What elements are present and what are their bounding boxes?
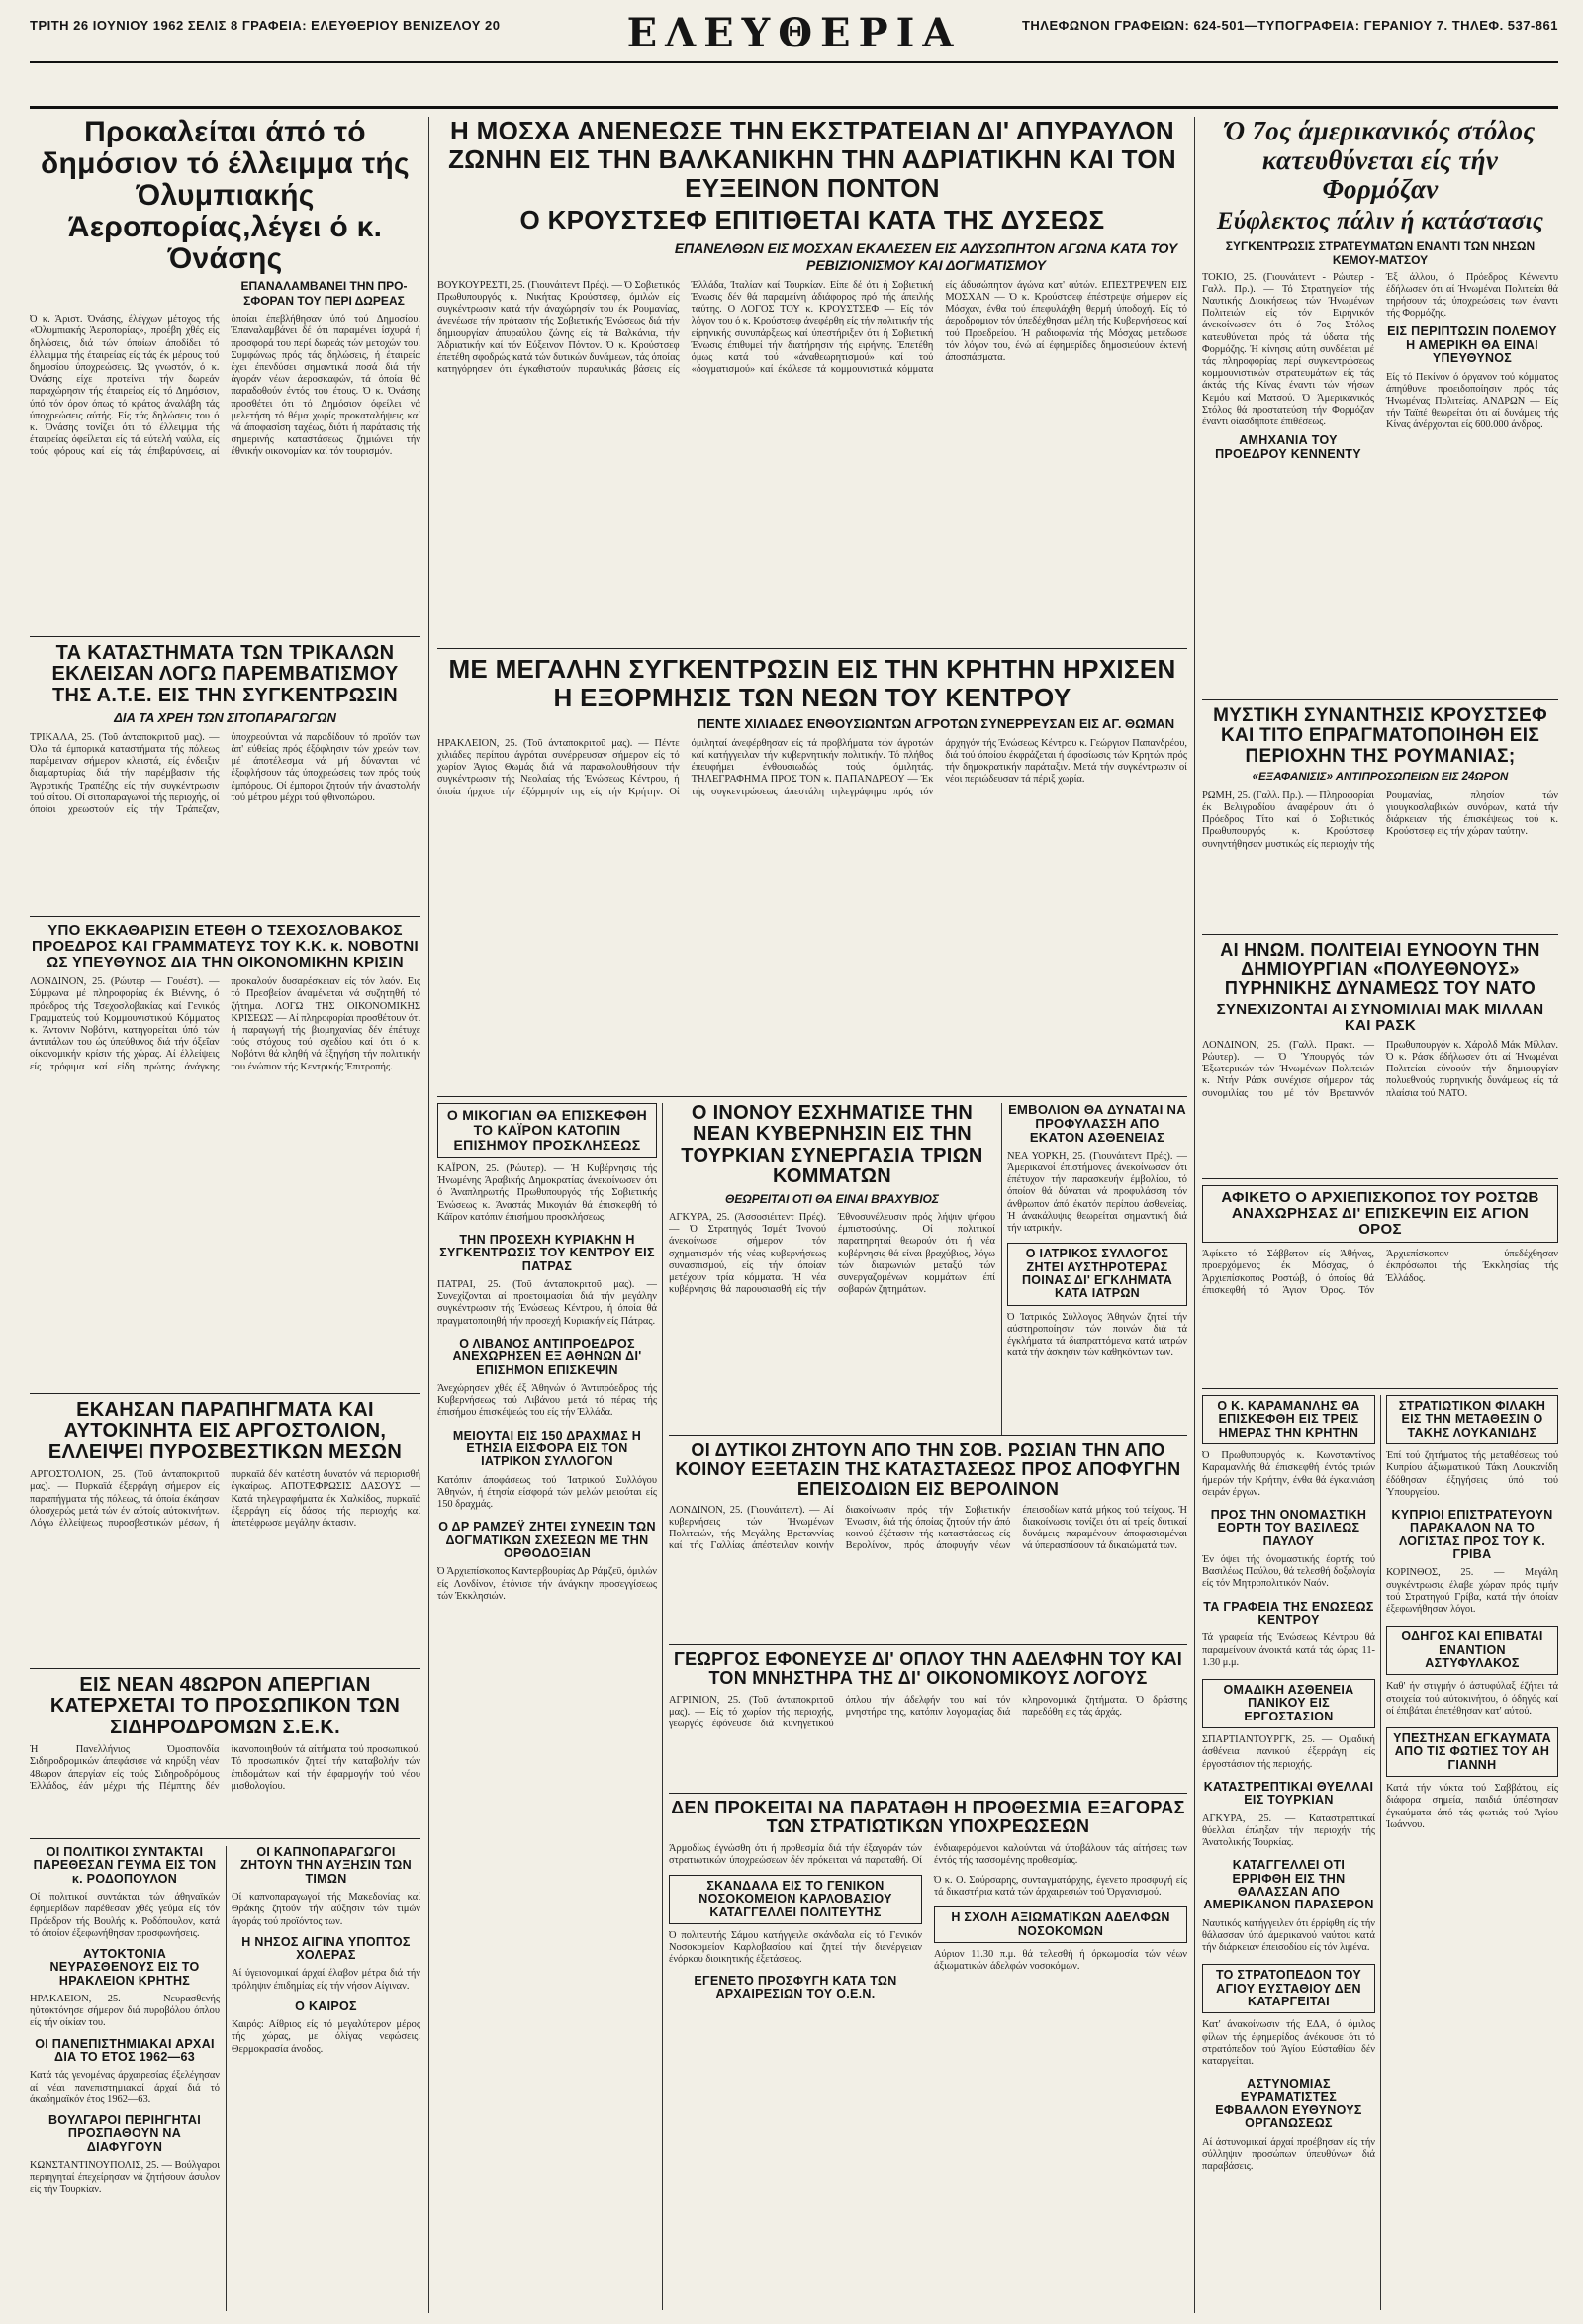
headline: ΠΡΟΣ ΤΗΝ ΟΝΟΜΑΣΤΙΚΗ ΕΟΡΤΗ ΤΟΥ ΒΑΣΙΛΕΩΣ ΠΑΥΛΟΥ	[1210, 1507, 1367, 1548]
article-body: Ή Πανελλήνιος Όμοσπονδία Σιδηροδρομικών άπεφάσισε νά κηρύξη νέαν 48ωρον άπεργίαν είς τούς Σιδηροδρόμους Έλλάδος, έάν μέχρι τής Πέμπτης δέν ίκανοποιηθούν τά αίτήματα τού προσωπικού. Τό προσωπικόν ζητεί τήν καταβολήν τών έπιδομάτων καί τήν έφαρμογήν τού νέου μισθολογίου.	[30, 1744, 420, 1792]
headline: ΥΠΕΣΤΗΣΑΝ ΕΓΚΑΥΜΑΤΑ ΑΠΟ ΤΙΣ ΦΩΤΙΕΣ ΤΟΥ ΑΗ ΓΙΑΝΝΗ	[1393, 1730, 1551, 1772]
article-body: ΝΕΑ ΥΟΡΚΗ, 25. (Γιουνάιτεντ Πρές). — Άμερικανοί έπιστήμονες άνεκοίνωσαν ότι έπέτυχον τήν παρασκευήν έμβολίου, τό όποίον θά δύναται νά προφυλάσση τόν άνθρωπον άπό έκατόν περίπου άσθενείας. Ή άνακάλυψις θεωρείται σημαντική διά τήν ιατρικήν.	[1007, 1150, 1187, 1234]
briefs	[669, 1875, 1187, 2000]
masthead-rule	[30, 61, 1558, 63]
box-loukanidis	[1386, 1395, 1558, 1444]
article-body: Άνεχώρησεν χθές έξ Άθηνών ό Άντιπρόεδρος τής Κυβερνήσεως τού Λιβάνου μετά τό πέρας τής έπισήμου έπισκέψεώς του είς τήν Έλλάδα.	[437, 1382, 657, 1419]
brief-body: ΚΩΝΣΤΑΝΤΙΝΟΥΠΟΛΙΣ, 25. — Βούλγαροι περιηγηταί έπεχείρησαν νά ζητήσουν άσυλον είς τήν Τουρκίαν.	[30, 2160, 220, 2195]
headline: Ο ΜΙΚΟΓΙΑΝ ΘΑ ΕΠΙΣΚΕΦΘΗ ΤΟ ΚΑΪΡΟΝ ΚΑΤΟΠΙΝ ΕΠΙΣΗΜΟΥ ΠΡΟΣΚΛΗΣΕΩΣ	[446, 1107, 648, 1153]
article-nato	[1202, 941, 1558, 1173]
briefs-right	[232, 1846, 420, 2311]
article-body: ΗΡΑΚΛΕΙΟΝ, 25. (Τοῦ άνταποκριτοῦ μας). — Πέντε χιλιάδες περίπου άγρόται συνέρρευσαν σήμερον είς τό χωρίον Άγιος Θωμάς διά νά παρακολουθήσουν τήν συγκέντρωσιν τής Νεολαίας τής Ένώσεως Κέντρου, ή όποία ήρχισε τήν έξόρμησίν της είς τήν Κρήτην. Οί όμιληταί άνεφέρθησαν είς τά προβλήματα τών άγροτών καί κατήγγειλαν τήν κυβερνητικήν πολιτικήν. Τό πλήθος έπευφήμει ένθουσιωδώς τούς όμιλητάς. ΤΗΛΕΓΡΑΦΗΜΑ ΠΡΟΣ ΤΟΝ κ. ΠΑΠΑΝΔΡΕΟΥ — Έκ τής συγκεντρώσεως άπεστάλη τηλεγράφημα πρός τόν άρχηγόν τής Ένώσεως Κέντρου κ. Γεώργιον Παπανδρέου, διά τού όποίου έκφράζεται ή άφοσίωσις τών Κρητών πρός τήν δημοκρατικήν παράταξιν. Μετά τήν συγκέντρωσιν οί νέοι περιώδευσαν τά πέριξ χωρία.	[437, 737, 1187, 797]
article-strike	[30, 1675, 420, 1833]
subheadline: ΕΠΑΝΑΛΑΜΒΑΝΕΙ ΤΗΝ ΠΡΟ-ΣΦΟΡΑΝ ΤΟΥ ΠΕΡΙ ΔΩΡΕΑΣ	[240, 279, 408, 308]
divider	[30, 1668, 420, 1669]
box-nurses	[934, 1906, 1187, 1943]
article-lead-moscow	[437, 117, 1187, 641]
brief-body: Αί ύγειονομικαί άρχαί έλαβον μέτρα διά τήν πρόληψιν έπιδημίας είς τήν νήσον Αίγιναν.	[232, 1968, 420, 1992]
article-novotny	[30, 923, 420, 1388]
brief-headline: ΣΚΑΝΔΑΛΑ ΕΙΣ ΤΟ ΓΕΝΙΚΟΝ ΝΟΣΟΚΟΜΕΙΟΝ ΚΑΡΛΟΒΑΣΙΟΥ ΚΑΤΑΓΓΕΛΛΕΙ ΠΟΛΙΤΕΥΤΗΣ	[698, 1878, 892, 1919]
article-body: ΚΑΪΡΟΝ, 25. (Ρώυτερ). — Ή Κυβέρνησις τής Ήνωμένης Άραβικής Δημοκρατίας άνεκοίνωσεν ότι ό Άναπληρωτής Πρωθυπουργός τής Σοβιετικής Ένώσεως κ. Άναστάς Μικογιάν θά έπισκεφθή τό Κάϊρον κατόπιν έπισήμου προσκλήσεως.	[437, 1162, 657, 1223]
divider	[30, 1393, 420, 1394]
divider	[669, 1644, 1187, 1645]
article-body: Ό κ. Άριστ. Όνάσης, έλέγχων μέτοχος τής «Όλυμπιακής Άεροπορίας», προέβη χθές είς δηλώσεις, διά τών όποίων άποδίδει τό έλλειμμα τής έταιρείας είς τάς έκ μέρους τού δημοσίου ύποχρεώσεις. Ώς γνωστόν, ό κ. Όνάσης είχε προτείνει τήν δωρεάν παραχώρησιν τής έταιρείας είς τό Δημόσιον, ύπό τόν όρον όπως τό κράτος άναλάβη τάς ύποχρεώσεις αύτής. Είς τάς δηλώσεις του ό κ. Όνάσης τονίζει ότι τό έλλειμμα τής έταιρείας όφείλεται είς τά εύτελή ναύλα, είς τούς φόρους καί είς τάς έπιβαρύνσεις, αί όποίαι έπεβλήθησαν ύπό τού Δημοσίου. Έπαναλαμβάνει δέ ότι παραμένει ίσχυρά ή προσφορά του περί δωρεάς τών μετοχών του. Συμφώνως πρός τάς δηλώσεις, ή έταιρεία έχει έπενδύσει σημαντικά ποσά διά τήν άγοράν νέων άεροσκαφών, τά όποία θά παραδοθούν έντός τού έτους. Ό κ. Όνάσης προσθέτει ότι τό Δημόσιον όφείλει νά μελετήση τό θέμα χωρίς προκαταλήψεις καί νά άποφασίση ταχέως, διότι ή παράτασις τής σημερινής καταστάσεως ζημιώνει τήν έθνικήν οικονομίαν καί τόν τουρισμόν.	[30, 314, 420, 458]
headline: ΟΙ ΔΥΤΙΚΟΙ ΖΗΤΟΥΝ ΑΠΟ ΤΗΝ ΣΟΒ. ΡΩΣΙΑΝ ΤΗΝ ΑΠΟ ΚΟΙΝΟΥ ΕΞΕΤΑΣΙΝ ΤΗΣ ΚΑΤΑΣΤΑΣΕΩΣ ΠΡΟΣ ΑΠΟΦΥΓΗΝ ΕΠΕΙΣΟΔΙΩΝ ΕΙΣ ΒΕΡΟΛΙΝΟΝ	[675, 1441, 1181, 1499]
headline: ΕΙΣ ΝΕΑΝ 48ΩΡΟΝ ΑΠΕΡΓΙΑΝ ΚΑΤΕΡΧΕΤΑΙ ΤΟ ΠΡΟΣΩΠΙΚΟΝ ΤΩΝ ΣΙΔΗΡΟΔΡΟΜΩΝ Σ.Ε.Κ.	[49, 1675, 401, 1738]
deck: ΘΕΩΡΕΙΤΑΙ ΟΤΙ ΘΑ ΕΙΝΑΙ ΒΡΑΧΥΒΙΟΣ	[725, 1191, 939, 1206]
article-body: ΡΩΜΗ, 25. (Γαλλ. Πρ.). — Πληροφορίαι έκ Βελιγραδίου άναφέρουν ότι ό Πρόεδρος Τίτο καί ό Σοβιετικός Πρωθυπουργός κ. Κρούστσεφ συνηντήθησαν μυστικώς είς περιοχήν τής Ρουμανίας, πλησίον τών γιουγκοσλαβικών συνόρων, κατά τήν διάρκειαν τής έπισκέψεως τού κ. Κρούστσεφ είς τήν χώραν ταύτην.	[1202, 790, 1558, 850]
headline: ΣΤΡΑΤΙΩΤΙΚΟΝ ΦΙΛΑΚΗ ΕΙΣ ΤΗΝ ΜΕΤΑΘΕΣΙΝ Ο ΤΑΚΗΣ ΛΟΥΚΑΝΙΔΗΣ	[1398, 1399, 1546, 1440]
brief-headline: Η ΝΗΣΟΣ ΑΙΓΙΝΑ ΥΠΟΠΤΟΣ ΧΟΛΕΡΑΣ	[241, 1934, 411, 1963]
box-driver	[1386, 1626, 1558, 1675]
headline: ΑΣΤΥΝΟΜΙΑΣ ΕΥΡΑΜΑΤΙΣΤΕΣ ΕΦΒΑΛΛΟΝ ΕΥΘΥΝΟΥΣ ΟΡΓΑΝΩΣΕΩΣ	[1215, 2077, 1362, 2131]
article-body: ΒΟΥΚΟΥΡΕΣΤΙ, 25. (Γιουνάιτεντ Πρές). — Ό Σοβιετικός Πρωθυπουργός κ. Νικήτας Κρούστσεφ, όμιλών είς συγκέντρωσιν κατά τήν άναχώρησίν του έκ Ρουμανίας, άνενέωσε τήν πρότασιν τής Σοβιετικής Ένώσεως διά τήν δημιουργίαν άπυραύλου ζώνης είς τά Βαλκάνια, τήν Άδριατικήν καί τόν Εύξεινον Πόντον. Ό κ. Κρούστσεφ έπετέθη σφοδρώς κατά τών δυτικών δυνάμεων, τάς όποίας κατηγόρησεν ότι έγκαθιστούν πυραυλικάς βάσεις είς Έλλάδα, Ίταλίαν καί Τουρκίαν. Είπε δέ ότι ή Σοβιετική Ένωσις δέν θά παραμείνη άδιάφορος πρό τής άπειλής ταύτης. Ο ΛΟΓΟΣ ΤΟΥ κ. ΚΡΟΥΣΤΣΕΦ — Είς τόν λόγον του ό κ. Κρούστσεφ άνεφέρθη είς τήν πολιτικήν τής είρηνικής συνυπάρξεως καί ύπεστήριξεν ότι ή Σοβιετική Ένωσις έπιθυμεί τήν διατήρησιν τής ειρήνης. Έπετέθη όμως κατά τού «άναθεωρητισμού» καί τού «δογματισμού» καί έκάλεσε τά κομμουνιστικά κόμματα είς άδυσώπητον άγώνα κατ' αύτών. ΕΠΕΣΤΡΕΨΕΝ ΕΙΣ ΜΟΣΧΑΝ — Ό κ. Κρούστσεφ έπέστρεψε σήμερον είς Μόσχαν, ένθα τού έπεφυλάχθη θερμή ύποδοχή. Είς τό άεροδρόμιον τόν ύπεδέχθησαν μέλη τής Κυβερνήσεως καί τού Προεδρείου. Ή ραδιοφωνία τής Μόσχας μετέδωσε τόν λόγον του, ένώ αί έφημερίδες δημοσιεύουν έκτενή άποσπάσματα.	[437, 279, 1187, 376]
brief-headline: ΒΟΥΛΓΑΡΟΙ ΠΕΡΙΗΓΗΤΑΙ ΠΡΟΣΠΑΘΟΥΝ ΝΑ ΔΙΑΦΥΓΟΥΝ	[47, 2113, 202, 2154]
column-rule	[1380, 1395, 1381, 2310]
article-body: Είς τό Πεκίνον ό όργανον τού κόμματος άπηύθυνε προειδοποίησιν πρός τάς Ήνωμένας Πολιτείας. ΑΝΔΡΩΝ — Είς τήν Ταϊπέ θεωρείται ότι αί δυνάμεις τής Κίνας άνέρχονται είς 600.000 άνδρας.	[1386, 371, 1558, 431]
box-panic	[1202, 1679, 1375, 1728]
headline: ΚΑΤΑΓΓΕΛΛΕΙ ΟΤΙ ΕΡΡΙΦΘΗ ΕΙΣ ΤΗΝ ΘΑΛΑΣΣΑΝ ΑΠΟ ΑΜΕΡΙΚΑΝΟΝ ΠΑΡΑΣΕΡΟΝ	[1203, 1858, 1374, 1912]
article-body: Έπί τού ζητήματος τής μεταθέσεως τού Κυπρίου άξιωματικού Τάκη Λουκανίδη έδόθησαν έξηγήσεις ύπό τού Ύπουργείου.	[1386, 1450, 1558, 1498]
divider	[1202, 1388, 1558, 1389]
article-body: Αί άστυνομικαί άρχαί προέβησαν είς τήν σύλληψιν προσώπων ύπευθύνων διά παραβάσεις.	[1202, 2136, 1375, 2173]
article-body: ΛΟΝΔΙΝΟΝ, 25. (Ρώυτερ — Γουέστ). — Σύμφωνα μέ πληροφορίας έκ Βιέννης, ό πρόεδρος τής Τσεχοσλοβακίας καί Γενικός Γραμματεύς τού Κομμουνιστικού Κόμματος κ. Άντονιν Νοβότνι, κατηγορείται ύπό τών άντιπάλων του ώς ύπεύθυνος διά τήν όξεΐαν οίκονομικήν κρίσιν τής χώρας. Αί έλλείψεις είς τρόφιμα καί είδη πρώτης άνάγκης προκαλούν δυσαρέσκειαν είς τόν λαόν. Εις τό Πρεσβείον άναμένεται νά συζητηθή τό ζήτημα. ΛΟΓΩ ΤΗΣ ΟΙΚΟΝΟΜΙΚΗΣ ΚΡΙΣΕΩΣ — Αί πληροφορίαι προσθέτουν ότι ή παραγωγή τής βιομηχανίας δέν έπέτυχε τούς στόχους τού σχεδίου καί ότι ό κ. Νοβότνι θά κληθή νά έξηγήση τήν πολιτικήν του ένώπιον τής Κεντρικής Έπιτροπής.	[30, 976, 420, 1072]
headline: ΚΑΤΑΣΤΡΕΠΤΙΚΑΙ ΘΥΕΛΛΑΙ ΕΙΣ ΤΟΥΡΚΙΑΝ	[1203, 1779, 1374, 1808]
article-body: Ό Άρχιεπίσκοπος Καντερβουρίας Δρ Ράμζεϋ, όμιλών είς Λονδίνον, έτόνισε τήν άνάγκην προσεγγίσεως τών Έκκλησιών.	[437, 1566, 657, 1602]
column-rule	[428, 117, 429, 2313]
box-rostov	[1202, 1185, 1558, 1243]
brief-headline: Η ΣΧΟΛΗ ΑΞΙΩΜΑΤΙΚΩΝ ΑΔΕΛΦΩΝ ΝΟΣΟΚΟΜΩΝ	[951, 1910, 1170, 1938]
divider	[30, 636, 420, 637]
article-secret-meeting	[1202, 706, 1558, 929]
article-body: ΑΓΚΥΡΑ, 25. (Άσσοσιέιτεντ Πρές). — Ό Στρατηγός Ίσμέτ Ίνονού άνεκοίνωσε σήμερον τόν σχηματισμόν τής νέας κυβερνήσεως συνασπισμού, είς τήν όποίαν μετέχουν τρία κόμματα. Ή νέα κυβέρνησις θά παρουσιασθή είς τήν Έθνοσυνέλευσιν πρός λήψιν ψήφου έμπιστοσύνης. Οί πολιτικοί παρατηρηταί θεωρούν ότι ή νέα κυβέρνησις θά είναι βραχύβιος, λόγω τών διαφωνιών μεταξύ τών συνεργαζομένων κομμάτων έπί σοβαρών ζητημάτων.	[669, 1211, 995, 1296]
box-mikoyan	[437, 1103, 657, 1158]
lead-deck: ΕΠΑΝΕΛΘΩΝ ΕΙΣ ΜΟΣΧΑΝ ΕΚΑΛΕΣΕΝ ΕΙΣ ΑΔΥΣΩΠΗΤΟΝ ΑΓΩΝΑ ΚΑΤΑ ΤΟΥ ΡΕΒΙΖΙΟΝΙΣΜΟΥ ΚΑΙ ΔΟΓΜΑΤΙΣΜΟΥ	[674, 240, 1178, 273]
article-sister	[669, 1650, 1187, 1789]
article-onassis	[30, 117, 420, 631]
column-1	[30, 117, 420, 2313]
headline: ΕΜΒΟΛΙΟΝ ΘΑ ΔΥΝΑΤΑΙ ΝΑ ΠΡΟΦΥΛΑΣΣΗ ΑΠΟ ΕΚΑΤΟΝ ΑΣΘΕΝΕΙΑΣ	[1008, 1103, 1186, 1145]
column-6-lower	[1386, 1395, 1558, 2310]
deck: «ΕΞΑΦΑΝΙΣΙΣ» ΑΝΤΙΠΡΟΣΩΠΕΙΩΝ ΕΙΣ 24ΩΡΟΝ	[1252, 770, 1509, 783]
masthead	[30, 12, 1558, 109]
fleet-body	[1202, 272, 1558, 461]
column-4-lower	[1007, 1103, 1187, 1430]
headline: Ο ΔΡ ΡΑΜΖΕΫ ΖΗΤΕΙ ΣΥΝΕΣΙΝ ΤΩΝ ΔΟΓΜΑΤΙΚΩΝ ΣΧΕΣΕΩΝ ΜΕ ΤΗΝ ΟΡΘΟΔΟΞΙΑΝ	[438, 1520, 656, 1561]
headline: Ό 7ος άμερικανικός στόλος κατευθύνεται είς τήν Φορμόζαν	[1225, 117, 1536, 205]
headline: ΤΑ ΓΡΑΦΕΙΑ ΤΗΣ ΕΝΩΣΕΩΣ ΚΕΝΤΡΟΥ	[1203, 1599, 1374, 1627]
brief-headline: ΟΙ ΚΑΠΝΟΠΑΡΑΓΩΓΟΙ ΖΗΤΟΥΝ ΤΗΝ ΑΥΞΗΣΙΝ ΤΩΝ ΤΙΜΩΝ	[240, 1846, 412, 1886]
article-body: ΠΑΤΡΑΙ, 25. (Τοῦ άνταποκριτοῦ μας). — Συνεχίζονται αί προετοιμασίαι διά τήν μεγάλην συγκέντρωσιν τής Ένώσεως Κέντρου, ή όποία θά πραγματοποιηθή τήν προσεχή Κυριακήν είς Πάτρας.	[437, 1279, 657, 1327]
article-rostov	[1202, 1185, 1558, 1383]
headline-2: Εύφλεκτος πάλιν ή κατάστασις	[1216, 208, 1544, 235]
brief-body: Ό πολιτευτής Σάμου κατήγγειλε σκάνδαλα είς τό Γενικόν Νοσοκομείον Καρλοβασίου καί ζητεί τήν διενέργειαν ένόρκου διοικητικής έξετάσεως.	[669, 1930, 922, 1966]
headline: Ο ΙΑΤΡΙΚΟΣ ΣΥΛΛΟΓΟΣ ΖΗΤΕΙ ΑΥΣΤΗΡΟΤΕΡΑΣ ΠΟΙΝΑΣ ΔΙ' ΕΓΚΛΗΜΑΤΑ ΚΑΤΑ ΙΑΤΡΩΝ	[1021, 1247, 1173, 1301]
article-fleet	[1202, 117, 1558, 532]
divider	[1202, 699, 1558, 700]
headline: ΑΦΙΚΕΤΟ Ο ΑΡΧΙΕΠΙΣΚΟΠΟΣ ΤΟΥ ΡΟΣΤΩΒ ΑΝΑΧΩΡΗΣΑΣ ΔΙ' ΕΠΙΣΚΕΨΙΝ ΕΙΣ ΑΓΙΟΝ ΟΡΟΣ	[1221, 1189, 1539, 1239]
divider	[437, 1096, 1187, 1097]
article-crete	[437, 655, 1187, 1090]
headline: ΜΕ ΜΕΓΑΛΗΝ ΣΥΓΚΕΝΤΡΩΣΙΝ ΕΙΣ ΤΗΝ ΚΡΗΤΗΝ ΗΡΧΙΣΕΝ Η ΕΞΟΡΜΗΣΙΣ ΤΩΝ ΝΕΩΝ ΤΟΥ ΚΕΝΤΡΟΥ	[448, 655, 1176, 713]
headline: Προκαλείται άπό τό δημόσιον τό έλλειμμα τής Όλυμπιακής Άεροπορίας,λέγει ό κ. Όνάσης	[41, 117, 410, 276]
headline: ΑΙ ΗΝΩΜ. ΠΟΛΙΤΕΙΑΙ ΕΥΝΟΟΥΝ ΤΗΝ ΔΗΜΙΟΥΡΓΙΑΝ «ΠΟΛΥΕΘΝΟΥΣ» ΠΥΡΗΝΙΚΗΣ ΔΥΝΑΜΕΩΣ ΤΟΥ ΝΑΤΟ	[1220, 941, 1540, 998]
article-body: Κατά τήν νύκτα τού Σαββάτου, είς διάφορα σημεία, παιδιά ύπέστησαν έγκαύματα άπό τάς φωτιάς τού Άγίου Ίωάννου.	[1386, 1783, 1558, 1830]
article-body: ΛΟΝΔΙΝΟΝ, 25. (Γαλλ. Πρακτ. — Ρώυτερ). — Ό Ύπουργός τών Έξωτερικών τών Ήνωμένων Πολιτειών κ. Ντήν Ράσκ συνέχισε σήμερον τάς συνομιλίας του μέ τόν Βρεταννόν Πρωθυπουργόν κ. Χάρολδ Μάκ Μίλλαν. Ό κ. Ράσκ έδήλωσεν ότι αί Ήνωμέναι Πολιτείαι εύνοούν τήν δημιουργίαν πολυεθνούς πυρηνικής δυνάμεως είς τά πλαίσια τού ΝΑΤΟ.	[1202, 1039, 1558, 1099]
headline: ΟΜΑΔΙΚΗ ΑΣΘΕΝΕΙΑ ΠΑΝΙΚΟΥ ΕΙΣ ΕΡΓΟΣΤΑΣΙΟΝ	[1223, 1683, 1354, 1723]
headline: Ο ΛΙΒΑΝΟΣ ΑΝΤΙΠΡΟΕΔΡΟΣ ΑΝΕΧΩΡΗΣΕΝ ΕΞ ΑΘΗΝΩΝ ΔΙ' ΕΠΙΣΗΜΟΝ ΕΠΙΣΚΕΨΙΝ	[452, 1336, 642, 1377]
headline: ΤΗΝ ΠΡΟΣΕΧΗ ΚΥΡΙΑΚΗΝ Η ΣΥΓΚΕΝΤΡΩΣΙΣ ΤΟΥ ΚΕΝΤΡΟΥ ΕΙΣ ΠΑΤΡΑΣ	[439, 1232, 655, 1273]
headline: ΟΔΗΓΟΣ ΚΑΙ ΕΠΙΒΑΤΑΙ ΕΝΑΝΤΙΟΝ ΑΣΤΥΦΥΛΑΚΟΣ	[1401, 1629, 1543, 1670]
deck: ΠΕΝΤΕ ΧΙΛΙΑΔΕΣ ΕΝΘΟΥΣΙΩΝΤΩΝ ΑΓΡΟΤΩΝ ΣΥΝΕΡΡΕΥΣΑΝ ΕΙΣ ΑΓ. ΘΩΜΑΝ	[697, 716, 1175, 732]
article-reserve	[669, 1799, 1187, 2313]
briefs-left	[30, 1846, 220, 2311]
brief-body: Αύριον 11.30 π.μ. θά τελεσθή ή όρκωμοσία τών νέων άξιωματικών άδελφών νοσοκόμων.	[934, 1949, 1187, 1973]
article-body: ΑΓΡΙΝΙΟΝ, 25. (Τοῦ άνταποκριτοῦ μας). — Είς τό χωρίον τής περιοχής, γεωργός έφόνευσε διά κυνηγετικού όπλου τήν άδελφήν του καί τόν μνηστήρα της, κατόπιν λογομαχίας διά κληρονομικά ζητήματα. Ό δράστης παρεδόθη είς τάς άρχάς.	[669, 1694, 1187, 1729]
subheadline: ΕΙΣ ΠΕΡΙΠΤΩΣΙΝ ΠΟΛΕΜΟΥ Η ΑΜΕΡΙΚΗ ΘΑ ΕΙΝΑΙ ΥΠΕΥΘΥΝΟΣ	[1387, 325, 1557, 366]
divider	[1202, 934, 1558, 935]
headline: ΜΥΣΤΙΚΗ ΣΥΝΑΝΤΗΣΙΣ ΚΡΟΥΣΤΣΕΦ ΚΑΙ ΤΙΤΟ ΕΠΡΑΓΜΑΤΟΠΟΙΗΘΗ ΕΙΣ ΠΕΡΙΟΧΗΝ ΤΗΣ ΡΟΥΜΑΝΙΑΣ;	[1213, 706, 1547, 767]
article-berlin	[669, 1441, 1187, 1639]
article-body: ΣΠΑΡΤΙΑΝΤΟΥΡΓΚ, 25. — Ομαδική άσθένεια πανικού έξερράγη είς έργοστάσιον τής περιοχής.	[1202, 1734, 1375, 1770]
article-body: ΑΓΚΥΡΑ, 25. — Καταστρεπτικαί θύελλαι έπληξαν τήν περιοχήν τής Άνατολικής Τουρκίας.	[1202, 1813, 1375, 1848]
box-camp	[1202, 1964, 1375, 2013]
brief-body: Ό κ. Ο. Σούρσαρης, συνταγματάρχης, έγενετο προσφυγή είς τά δικαστήρια κατά τών άρχαιρεσιών τού Όργανισμού.	[934, 1874, 1187, 1899]
headline: Ο ΙΝΟΝΟΥ ΕΣΧΗΜΑΤΙΣΕ ΤΗΝ ΝΕΑΝ ΚΥΒΕΡΝΗΣΙΝ ΕΙΣ ΤΗΝ ΤΟΥΡΚΙΑΝ ΣΥΝΕΡΓΑΣΙΑ ΤΡΙΩΝ ΚΟΜΜΑΤΩΝ	[681, 1103, 983, 1188]
article-body: Καθ' ήν στιγμήν ό άστυφύλαξ έζήτει τά στοιχεία τού αύτοκινήτου, ό όδηγός καί οί έπιβάται έπετέθησαν κατ' αύτού.	[1386, 1681, 1558, 1717]
brief-headline: ΟΙ ΠΑΝΕΠΙΣΤΗΜΙΑΚΑΙ ΑΡΧΑΙ ΔΙΑ ΤΟ ΕΤΟΣ 1962—63	[35, 2036, 215, 2065]
brief-body: Καιρός: Αίθριος είς τό μεγαλύτερον μέρος τής χώρας, με όλίγας νεφώσεις. Θερμοκρασία άνοδος.	[232, 2019, 420, 2055]
divider	[669, 1435, 1187, 1436]
brief-body: Οί καπνοπαραγωγοί τής Μακεδονίας καί Θράκης ζητούν τήν αύξησιν τών τιμών άγοράς τού προϊόντος των.	[232, 1892, 420, 1927]
deck: ΣΥΝΕΧΙΖΟΝΤΑΙ ΑΙ ΣΥΝΟΜΙΛΙΑΙ ΜΑΚ ΜΙΛΛΑΝ ΚΑΙ ΡΑΣΚ	[1216, 1000, 1544, 1034]
article-body: Ναυτικός κατήγγειλεν ότι έρρίφθη είς τήν θάλασσαν ύπό άμερικανού ναύτου κατά τήν διάρκειαν έπεισοδίου είς τόν λιμένα.	[1202, 1917, 1375, 1954]
newspaper-title: ΕΛΕΥΘΕΡΙΑ	[626, 10, 962, 56]
headline: ΚΥΠΡΙΟΙ ΕΠΙΣΤΡΑΤΕΥΟΥΝ ΠΑΡΑΚΑΛΟΝ ΝΑ ΤΟ ΛΟΓΙΣΤΑΣ ΠΡΟΣ ΤΟΥ Κ. ΓΡΙΒΑ	[1391, 1507, 1553, 1562]
headline: ΔΕΝ ΠΡΟΚΕΙΤΑΙ ΝΑ ΠΑΡΑΤΑΘΗ Η ΠΡΟΘΕΣΜΙΑ ΕΞΑΓΟΡΑΣ ΤΩΝ ΣΤΡΑΤΙΩΤΙΚΩΝ ΥΠΟΧΡΕΩΣΕΩΝ	[671, 1799, 1185, 1837]
divider	[437, 648, 1187, 649]
masthead-dateline: ΤΡΙΤΗ 26 ΙΟΥΝΙΟΥ 1962 ΣΕΛΙΣ 8 ΓΡΑΦΕΙΑ: ΕΛΕΥΘΕΡΙΟΥ ΒΕΝΙΖΕΛΟΥ 20	[30, 18, 501, 33]
article-body: ΤΡΙΚΑΛΑ, 25. (Τοῦ άνταποκριτοῦ μας). — Όλα τά έμπορικά καταστήματα τής πόλεως παρέμειναν σήμερον κλειστά, είς ένδειξιν διαμαρτυρίας διά τήν παρέμβασιν τής Άγροτικής Τραπέζης είς τήν συγκέντρωσιν τού σίτου. Οί σιτοπαραγωγοί τής περιοχής, οί όποίοι χρεωστούν είς τήν Τράπεζαν, ύποχρεούνται νά παραδίδουν τό προϊόν των άπ' εύθείας πρός έξόφλησιν τών χρεών των, μέ άποτέλεσμα νά μή δύνανται νά έξοφλήσουν τάς ύποχρεώσεις των πρός τούς έμπόρους. Οί έμποροι ζητούν τήν άναστολήν τού μέτρου μέχρι τού φθινοπώρου.	[30, 731, 420, 815]
headline: ΓΕΩΡΓΟΣ ΕΦΟΝΕΥΣΕ ΔΙ' ΟΠΛΟΥ ΤΗΝ ΑΔΕΛΦΗΝ ΤΟΥ ΚΑΙ ΤΟΝ ΜΝΗΣΤΗΡΑ ΤΗΣ ΔΙ' ΟΙΚΟΝΟΜΙΚΟΥΣ ΛΟΓΟΥΣ	[673, 1650, 1183, 1689]
headline: Ο Κ. ΚΑΡΑΜΑΝΛΗΣ ΘΑ ΕΠΙΣΚΕΦΘΗ ΕΙΣ ΤΡΕΙΣ ΗΜΕΡΑΣ ΤΗΝ ΚΡΗΤΗΝ	[1217, 1399, 1360, 1440]
headline: ΤΟ ΣΤΡΑΤΟΠΕΔΟΝ ΤΟΥ ΑΓΙΟΥ ΕΥΣΤΑΘΙΟΥ ΔΕΝ ΚΑΤΑΡΓΕΙΤΑΙ	[1215, 1968, 1362, 2008]
column-2-lower	[437, 1103, 657, 2310]
brief-headline: ΑΥΤΟΚΤΟΝΙΑ ΝΕΥΡΑΣΘΕΝΟΥΣ ΕΙΣ ΤΟ ΗΡΑΚΛΕΙΟΝ ΚΡΗΤΗΣ	[49, 1946, 200, 1988]
brief-body: Κατά τάς γενομένας άρχαιρεσίας έξελέγησαν αί νέαι πανεπιστημιακαί άρχαί διά τό άκαδημαϊκόν έτος 1962—63.	[30, 2070, 220, 2105]
box-burns	[1386, 1727, 1558, 1777]
masthead-contacts: ΤΗΛΕΦΩΝΟΝ ΓΡΑΦΕΙΩΝ: 624-501—ΤΥΠΟΓΡΑΦΕΙΑ: ΓΕΡΑΝΙΟΥ 7. ΤΗΛΕΦ. 537-861	[1021, 18, 1558, 33]
brief-headline: Ο ΚΑΙΡΟΣ	[295, 1999, 357, 2013]
article-body: Έν όψει τής όνομαστικής έορτής τού Βασιλέως Παύλου, θά τελεσθή δοξολογία είς τόν Μητροπολιτικόν Ναόν.	[1202, 1554, 1375, 1590]
brief-headline: ΕΓΕΝΕΤΟ ΠΡΟΣΦΥΓΗ ΚΑΤΑ ΤΩΝ ΑΡΧΑΙΡΕΣΙΩΝ ΤΟΥ Ο.Ε.Ν.	[694, 1973, 897, 2001]
lead-subheadline: Ο ΚΡΟΥΣΤΣΕΦ ΕΠΙΤΙΘΕΤΑΙ ΚΑΤΑ ΤΗΣ ΔΥΣΕΩΣ	[519, 205, 1105, 235]
article-body: Κατόπιν άποφάσεως τού Ίατρικού Συλλόγου Άθηνών, ή έτησία είσφορά τών μελών μειούται είς 150 δραχμάς.	[437, 1474, 657, 1511]
article-body: Τά γραφεία τής Ένώσεως Κέντρου θά παραμείνουν άνοικτά κατά τάς ώρας 11-1.30 μ.μ.	[1202, 1632, 1375, 1668]
box-karlovasi	[669, 1875, 922, 1924]
article-body: ΤΟΚΙΟ, 25. (Γιουνάιτεντ - Ρώυτερ - Γαλλ. Πρ.). — Τό Στρατηγείον τής Ναυτικής Διοικήσεως τών Ήνωμένων Πολιτειών είς τόν Ειρηνικόν άνεκοίνωσεν ότι ό 7ος Στόλος κατευθύνεται πρός τά ύδατα τής Φορμόζης. Ή κίνησις αύτη συνδέεται μέ τάς πληροφορίας περί συγκεντρώσεως κομμουνιστικών στρατευμάτων είς τάς άκτάς τής Κίνας έναντι τών νήσων Κεμόυ καί Ματσού. Ό Άμερικανικός Στόλος θά προστατεύση τήν Φορμόζαν έναντι οίασδήποτε έπιθέσεως.	[1202, 271, 1374, 428]
article-body: Κατ' άνακοίνωσιν τής ΕΔΑ, ό όμιλος φίλων τής έφημερίδος άνέκουσε ότι τό στρατόπεδον τού Άγίου Εύσταθίου δέν καταργείται.	[1202, 2019, 1375, 2067]
article-body: Άρμοδίως έγνώσθη ότι ή προθεσμία διά τήν έξαγοράν τών στρατιωτικών ύποχρεώσεων δέν πρόκειται νά παραταθή. Οί ένδιαφερόμενοι καλούνται νά ύποβάλουν τάς αίτήσεις των έντός τής τασσομένης προθεσμίας.	[669, 1842, 1187, 1866]
brief-headline: ΟΙ ΠΟΛΙΤΙΚΟΙ ΣΥΝΤΑΚΤΑΙ ΠΑΡΕΘΕΣΑΝ ΓΕΥΜΑ ΕΙΣ ΤΟΝ κ. ΡΟΔΟΠΟΥΛΟΝ	[33, 1846, 217, 1886]
subheadline: ΔΙΑ ΤΑ ΧΡΕΗ ΤΩΝ ΣΙΤΟΠΑΡΑΓΩΓΩΝ	[114, 710, 336, 726]
article-body: ΑΡΓΟΣΤΟΛΙΟΝ, 25. (Τοῦ άνταποκριτοῦ μας). — Πυρκαϊά έξερράγη σήμερον είς παραπήγματα τής πόλεως, τά όποία έκάησαν όλοσχερώς μετά τών έν αύτοίς αύτοκινήτων. Λόγω έλλείψεως πυροσβεστικών μέσων, ή πυρκαϊά δέν κατέστη δυνατόν νά περιορισθή έγκαίρως. ΑΠΟΤΕΦΡΩΣΙΣ ΔΑΣΟΥΣ — Κατά τηλεγραφήματα έκ Χαλκίδος, πυρκαϊά έξερράγη είς δάσος τής περιοχής καί άπετέφρωσε μεγάλην έκτασιν.	[30, 1469, 420, 1529]
column-rule	[226, 1846, 227, 2311]
subheadline: ΑΜΗΧΑΝΙΑ ΤΟΥ ΠΡΟΕΔΡΟΥ ΚΕΝΝΕΝΤΥ	[1215, 433, 1361, 461]
article-body: ΛΟΝΔΙΝΟΝ, 25. (Γιουνάιτεντ). — Αί κυβερνήσεις τών Ήνωμένων Πολιτειών, τής Μεγάλης Βρεταννίας καί τής Γαλλίας άπέστειλαν κοινήν διακοίνωσιν πρός τήν Σοβιετικήν Ένωσιν, διά τής όποίας ζητούν τήν άπό κοινού έξέτασιν τής καταστάσεως είς Βερολίνον, πρός άποφυγήν νέων έπεισοδίων κατά μήκος τού τείχους. Ή διακοίνωσις τονίζει ότι αί τρείς δυτικαί δυνάμεις παραμένουν άποφασισμέναι νά ύπερασπίσουν τά δικαιώματά των.	[669, 1504, 1187, 1552]
divider	[669, 1793, 1187, 1794]
brief-body: Οί πολιτικοί συντάκται τών άθηναϊκών έφημερίδων παρέθεσαν χθές γεύμα είς τόν Πρόεδρον τής Βουλής κ. Ροδόπουλον, κατά τό όποίον έξεφωνήθησαν προσφωνήσεις.	[30, 1892, 220, 1939]
headline: ΥΠΟ ΕΚΚΑΘΑΡΙΣΙΝ ΕΤΕΘΗ Ο ΤΣΕΧΟΣΛΟΒΑΚΟΣ ΠΡΟΕΔΡΟΣ ΚΑΙ ΓΡΑΜΜΑΤΕΥΣ ΤΟΥ Κ.Κ. κ. ΝΟΒΟΤΝΙ ΩΣ ΥΠΕΥΘΥΝΟΣ ΔΙΑ ΤΗΝ ΟΙΚΟΝΟΜΙΚΗΝ ΚΡΙΣΙΝ	[31, 923, 419, 972]
deck: ΣΥΓΚΕΝΤΡΩΣΙΣ ΣΤΡΑΤΕΥΜΑΤΩΝ ΕΝΑΝΤΙ ΤΩΝ ΝΗΣΩΝ ΚΕΜΟΥ-ΜΑΤΣΟΥ	[1225, 238, 1536, 268]
box-karamanlis	[1202, 1395, 1375, 1444]
column-5-lower	[1202, 1395, 1375, 2310]
article-turkey	[669, 1103, 995, 1430]
headline: ΤΑ ΚΑΤΑΣΤΗΜΑΤΑ ΤΩΝ ΤΡΙΚΑΛΩΝ ΕΚΛΕΙΣΑΝ ΛΟΓΩ ΠΑΡΕΜΒΑΤΙΣΜΟΥ ΤΗΣ Α.Τ.Ε. ΕΙΣ ΤΗΝ ΣΥΓΚΕΝΤΡΩΣΙΝ	[51, 643, 399, 706]
article-body: Ό Ίατρικός Σύλλογος Άθηνών ζητεί τήν αύστηροποίησιν τών ποινών διά τά έγκλήματα τά διαπραττόμενα κατά ιατρών κατά τήν άσκησιν τών καθηκόντων των.	[1007, 1311, 1187, 1359]
box-doctors	[1007, 1243, 1187, 1306]
article-body: ΚΟΡΙΝΘΟΣ, 25. — Μεγάλη συγκέντρωσις έλαβε χώραν πρός τιμήν τού Στρατηγού Γρίβα, κατά τήν όποίαν έξεφωνήθησαν λόγοι.	[1386, 1567, 1558, 1616]
divider	[30, 1838, 420, 1839]
brief-body: ΗΡΑΚΛΕΙΟΝ, 25. — Νευρασθενής ηὐτοκτόνησε σήμερον διά πυροβόλου όπλου είς τήν οίκίαν του.	[30, 1994, 220, 2029]
headline: ΕΚΑΗΣΑΝ ΠΑΡΑΠΗΓΜΑΤΑ ΚΑΙ ΑΥΤΟΚΙΝΗΤΑ ΕΙΣ ΑΡΓΟΣΤΟΛΙΟΝ, ΕΛΛΕΙΨΕΙ ΠΥΡΟΣΒΕΣΤΙΚΩΝ ΜΕΣΩΝ	[47, 1400, 403, 1463]
column-rule	[1194, 117, 1195, 2313]
lead-headline: Η ΜΟΣΧΑ ΑΝΕΝΕΩΣΕ ΤΗΝ ΕΚΣΤΡΑΤΕΙΑΝ ΔΙ' ΑΠΥΡΑΥΛΟΝ ΖΩΝΗΝ ΕΙΣ ΤΗΝ ΒΑΛΚΑΝΙΚΗΝ ΤΗΝ ΑΔΡΙΑΤΙΚΗΝ ΚΑΙ ΤΟΝ ΕΥΞΕΙΝΟΝ ΠΟΝΤΟΝ	[448, 117, 1176, 204]
headline: ΜΕΙΟΥΤΑΙ ΕΙΣ 150 ΔΡΑΧΜΑΣ Η ΕΤΗΣΙΑ ΕΙΣΦΟΡΑ ΕΙΣ ΤΟΝ ΙΑΤΡΙΚΟΝ ΣΥΛΛΟΓΟΝ	[452, 1428, 642, 1469]
article-body: Έξ άλλου, ό Πρόεδρος Κέννεντυ έδήλωσεν ότι αί Ήνωμέναι Πολιτείαι θά τηρήσουν τάς ύποχρεώσεις των έναντι τής Φορμόζης.	[1386, 271, 1558, 320]
divider	[30, 916, 420, 917]
article-body: Άφίκετο τό Σάββατον είς Άθήνας, προερχόμενος έκ Μόσχας, ό Άρχιεπίσκοπος Ροστώβ, ό όποίος θά έπισκεφθή τό Άγιον Όρος. Τόν Άρχιεπίσκοπον ύπεδέχθησαν έκπρόσωποι τής Έκκλησίας τής Έλλάδος.	[1202, 1249, 1558, 1296]
column-rule	[662, 1103, 663, 2310]
divider	[1202, 1178, 1558, 1179]
article-argostoli	[30, 1400, 420, 1662]
article-body: Ό Πρωθυπουργός κ. Κωνσταντίνος Καραμανλής θά έπισκεφθή έντός τριών ήμερών τήν Κρήτην, ένθα θά έγκαινιάση σειράν έργων.	[1202, 1450, 1375, 1498]
article-trikala	[30, 643, 420, 910]
column-rule	[1001, 1103, 1002, 1435]
